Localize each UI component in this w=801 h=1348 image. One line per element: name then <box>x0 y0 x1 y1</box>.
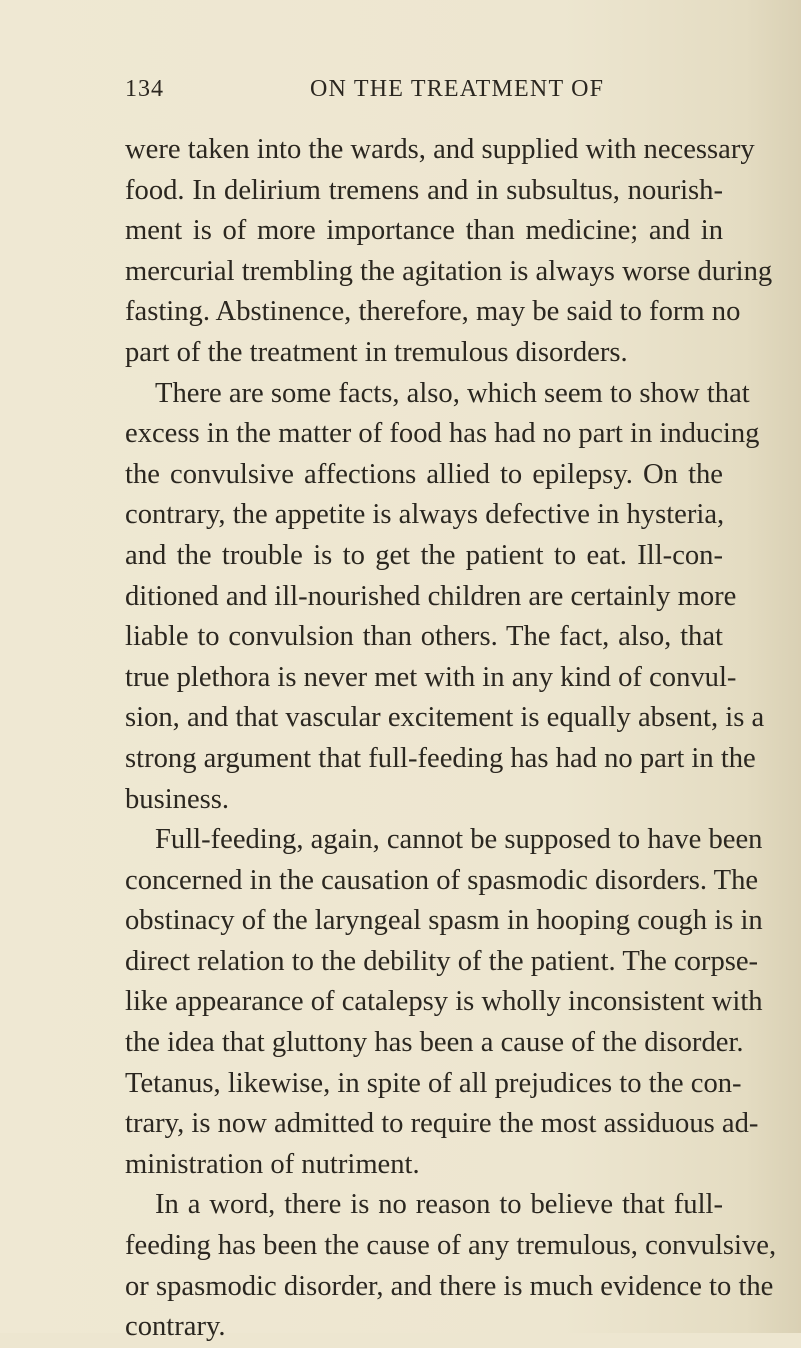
paragraph-4 <box>125 1185 777 1347</box>
text-line: strong argument that full-feeding has had no part in the <box>125 742 756 774</box>
text-line: excess in the matter of food has had no part in inducing <box>125 418 760 450</box>
text-line: mercurial trembling the agitation is always worse during <box>125 255 773 287</box>
text-line: contrary, the appetite is always defective in hysteria, <box>125 499 725 531</box>
text-line: fasting. Abstinence, therefore, may be said to form no <box>125 296 741 328</box>
text-line: In a word, there is no reason to believe that full- <box>155 1189 723 1221</box>
text-line: and the trouble is to get the patient to eat. Ill-con- <box>125 539 723 571</box>
text-line: Tetanus, likewise, in spite of all prejudices to the con- <box>125 1067 742 1099</box>
text-line: contrary. <box>125 1311 226 1343</box>
paragraph-3 <box>125 820 763 1185</box>
running-title: ON THE TREATMENT OF <box>310 76 605 102</box>
text-line: trary, is now admitted to require the most assiduous ad- <box>125 1108 759 1140</box>
text-line: There are some facts, also, which seem to show that <box>155 377 750 409</box>
running-head <box>0 76 801 116</box>
text-line: Full-feeding, again, cannot be supposed to have been <box>155 824 763 856</box>
page-number: 134 <box>125 76 164 102</box>
text-line: liable to convulsion than others. The fact, also, that <box>125 621 723 653</box>
paragraph-1 <box>125 130 773 374</box>
text-line: ministration of nutriment. <box>125 1148 420 1180</box>
text-line: food. In delirium tremens and in subsultus, nourish- <box>125 174 723 206</box>
text-line: feeding has been the cause of any tremulous, convulsive, <box>125 1230 777 1262</box>
text-line: or spasmodic disorder, and there is much evidence to the <box>125 1270 774 1302</box>
text-line: part of the treatment in tremulous disorders. <box>125 336 628 368</box>
text-line: the convulsive affections allied to epilepsy. On the <box>125 458 723 490</box>
text-line: business. <box>125 783 230 815</box>
text-line: the idea that gluttony has been a cause of the disorder. <box>125 1027 744 1059</box>
text-line: obstinacy of the laryngeal spasm in hooping cough is in <box>125 905 763 937</box>
text-line: concerned in the causation of spasmodic disorders. The <box>125 864 759 896</box>
text-line: ment is of more importance than medicine; and in <box>125 215 723 247</box>
text-line: direct relation to the debility of the patient. The corpse- <box>125 945 759 977</box>
text-line: ditioned and ill-nourished children are certainly more <box>125 580 737 612</box>
text-line: were taken into the wards, and supplied with necessary <box>125 134 755 165</box>
text-line: like appearance of catalepsy is wholly inconsistent with <box>125 986 763 1018</box>
body-text <box>125 130 777 1348</box>
text-line: sion, and that vascular excitement is equally absent, is a <box>125 702 765 734</box>
paragraph-2 <box>125 374 765 821</box>
text-line: true plethora is never met with in any kind of convul- <box>125 661 737 693</box>
